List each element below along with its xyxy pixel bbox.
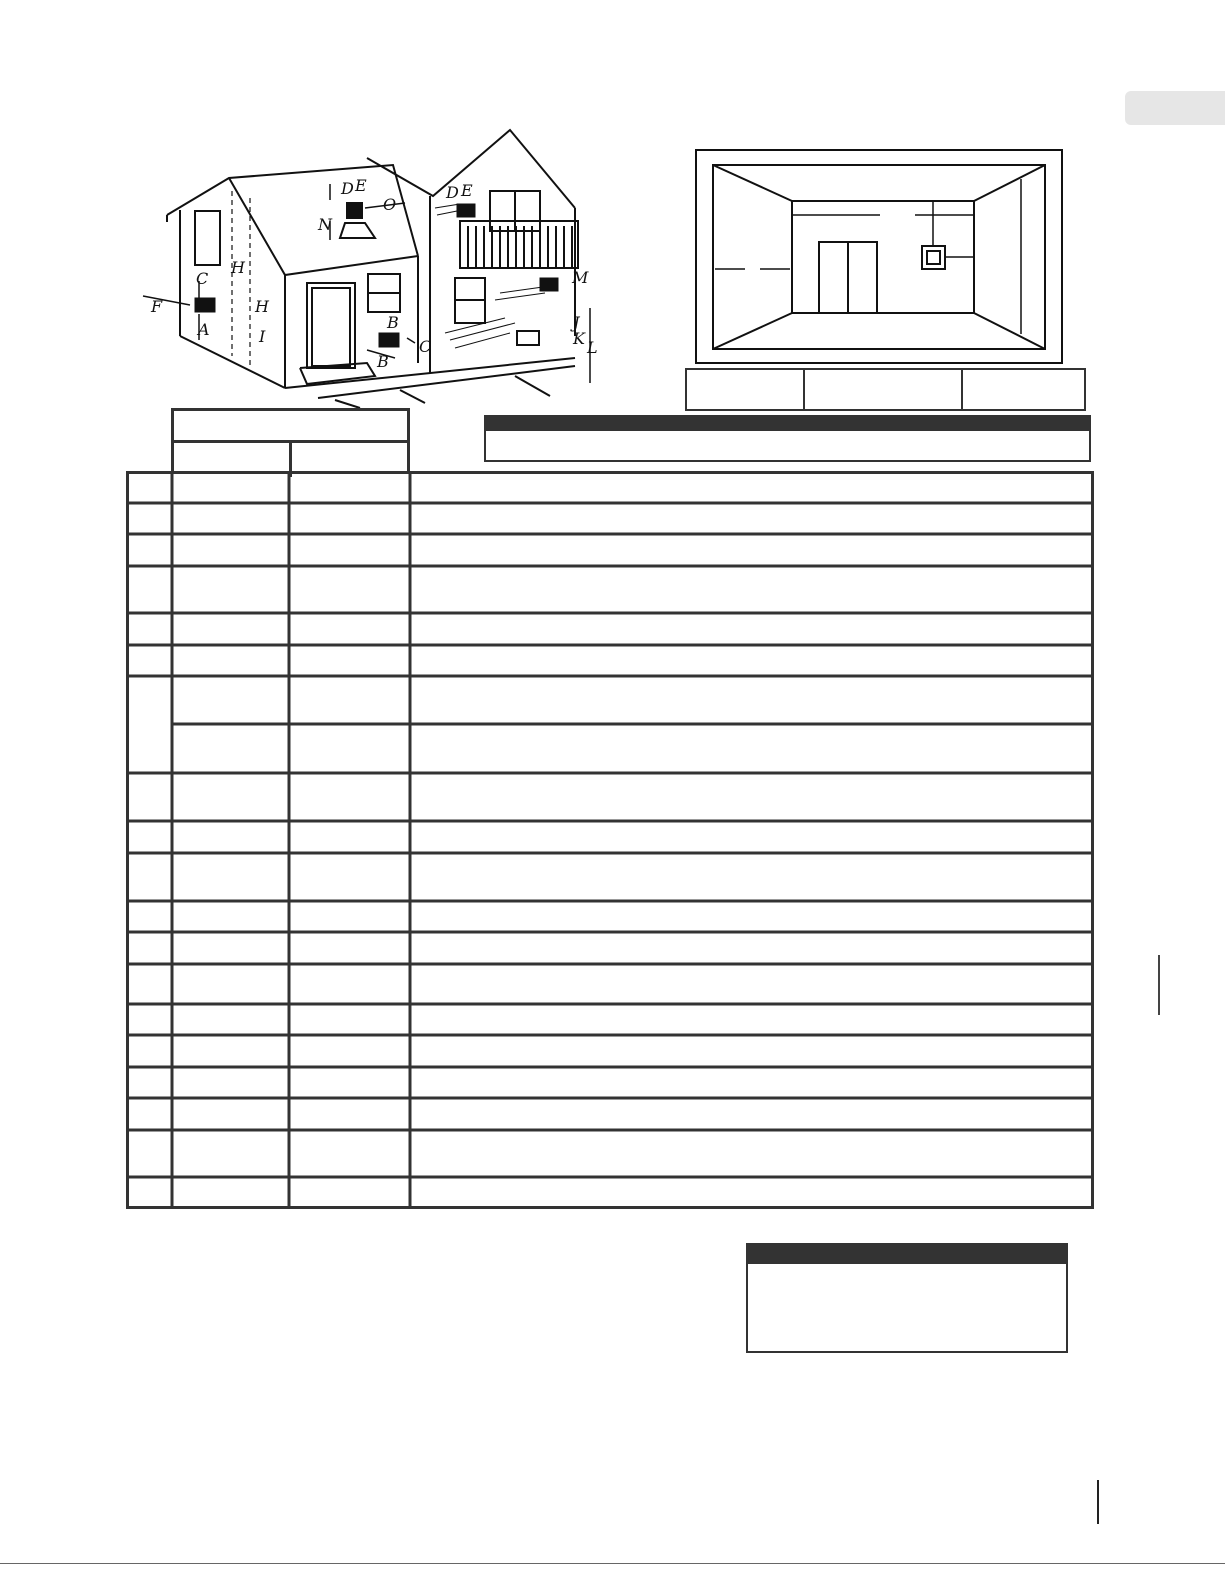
label-d-wall: D — [446, 183, 459, 202]
label-b-lower: B — [377, 352, 389, 371]
room-legend-strip — [685, 368, 1086, 411]
house-illustration — [135, 118, 615, 408]
label-d-roof: D — [341, 179, 354, 198]
label-h-lower: H — [255, 297, 269, 316]
clearance-table — [126, 471, 1094, 1209]
label-f: F — [151, 297, 163, 316]
label-e-wall: E — [461, 181, 473, 200]
house-clearance-diagram — [135, 118, 615, 408]
table-header-group — [171, 408, 410, 474]
legend-divider — [803, 370, 805, 409]
label-e-roof: E — [355, 176, 367, 195]
clearance-table-grid — [126, 471, 1094, 1209]
room-perspective-illustration — [695, 149, 1063, 364]
label-b-upper: B — [387, 313, 399, 332]
label-n: N — [318, 215, 332, 234]
bottom-note-box — [746, 1243, 1068, 1353]
section-tab-marker — [1125, 91, 1225, 125]
legend-divider — [961, 370, 963, 409]
bottom-note-bar — [748, 1245, 1066, 1264]
label-c-left: C — [196, 269, 209, 288]
notes-header-bar — [486, 417, 1089, 431]
label-a: A — [198, 320, 210, 339]
label-k: K — [573, 329, 585, 348]
side-margin-rule — [1158, 955, 1160, 1015]
label-o: O — [383, 195, 397, 214]
page-bottom-rule — [0, 1563, 1225, 1564]
notes-header-box — [484, 415, 1091, 462]
label-h-upper: H — [231, 258, 245, 277]
label-i: I — [259, 327, 266, 346]
footer-page-rule — [1097, 1480, 1099, 1524]
label-j: J — [573, 313, 580, 332]
label-l: L — [587, 338, 598, 357]
room-diagram — [695, 149, 1063, 364]
label-m: M — [572, 268, 589, 287]
label-c-right: C — [419, 337, 432, 356]
